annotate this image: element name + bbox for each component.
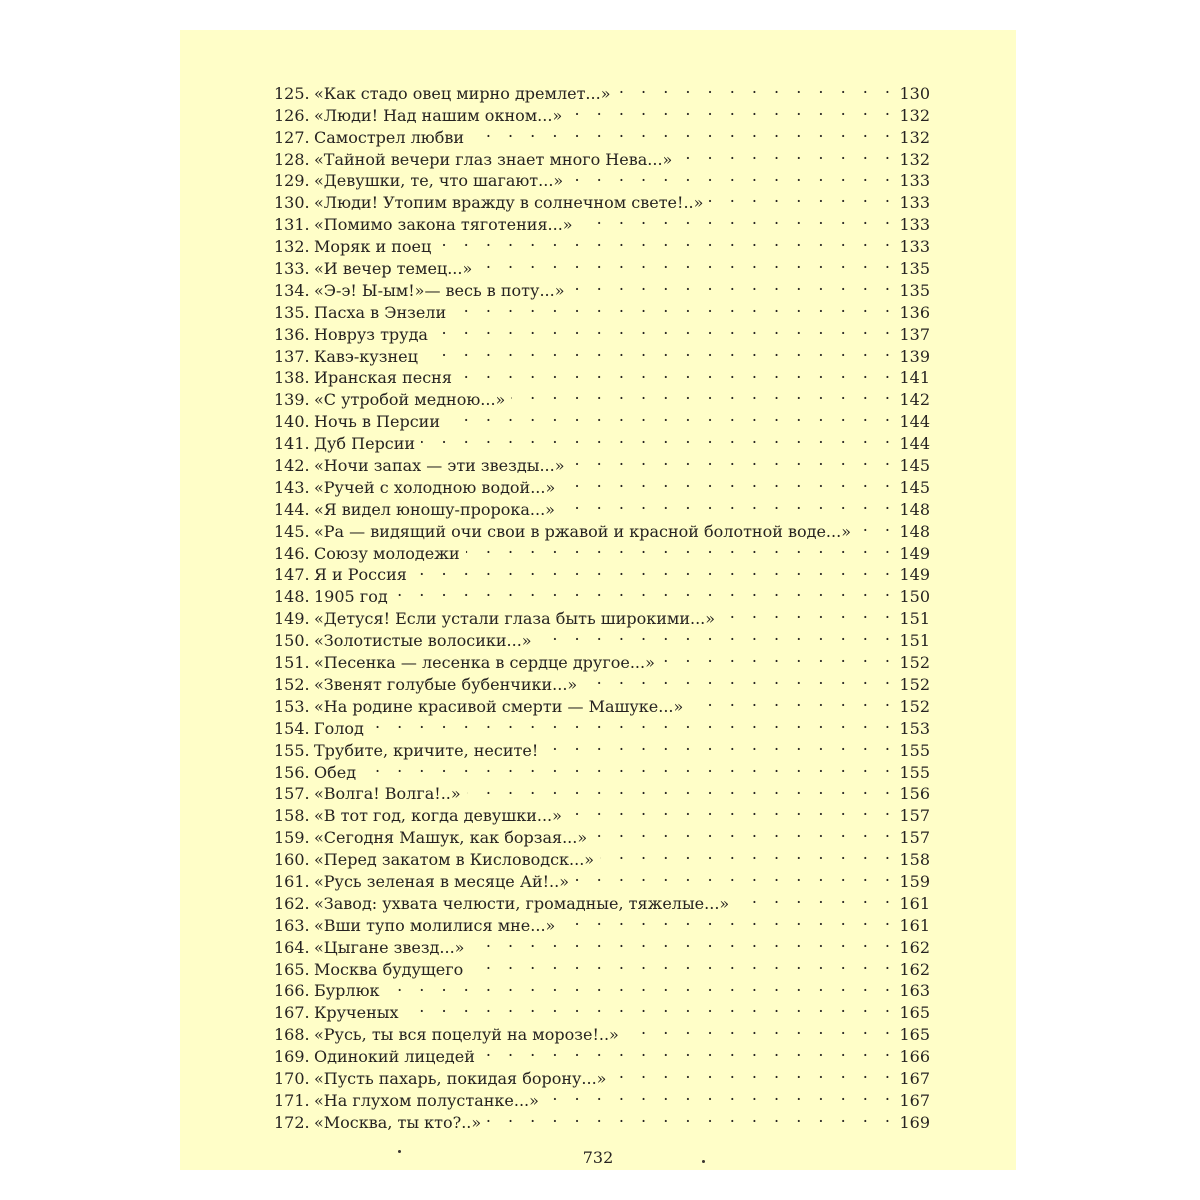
entry-title: «Помимо закона тяготения...»: [314, 215, 573, 235]
dot-leader: [481, 1040, 896, 1062]
entry-page: 133: [899, 215, 930, 235]
dot-leader: [857, 515, 896, 537]
entry-page: 130: [899, 83, 930, 103]
dot-leader: [469, 953, 896, 975]
dot-leader: [678, 143, 896, 165]
entry-number: 140.: [274, 412, 310, 432]
entry-title: «Цыгане звезд...»: [314, 937, 465, 957]
entry-title: «Пусть пахарь, покидая борону...»: [314, 1068, 607, 1088]
entry-page: 152: [899, 696, 930, 716]
dot-leader: [561, 909, 896, 931]
entry-page: 167: [899, 1090, 930, 1110]
dot-leader: [446, 405, 896, 427]
entry-number: 144.: [274, 499, 310, 519]
entry-number: 170.: [274, 1068, 310, 1088]
entry-number: 151.: [274, 653, 310, 673]
entry-title: 1905 год: [314, 587, 388, 607]
entry-title: Обед: [314, 762, 357, 782]
entry-number: 131.: [274, 215, 310, 235]
entry-title: «Девушки, те, что шагают...»: [314, 171, 564, 191]
print-speck: [398, 1150, 401, 1153]
entry-number: 130.: [274, 193, 310, 213]
entry-title: Пасха в Энзели: [314, 302, 447, 322]
dot-leader: [470, 121, 896, 143]
dot-leader: [593, 821, 896, 843]
entry-page: 161: [899, 893, 930, 913]
entry-page: 132: [899, 149, 930, 169]
entry-page: 166: [899, 1047, 930, 1067]
entry-title: «Сегодня Машук, как борзая...»: [314, 828, 588, 848]
entry-page: 150: [899, 587, 930, 607]
entry-title: «Русь, ты вся поцелуй на морозе!..»: [314, 1025, 619, 1045]
table-of-contents: [274, 77, 930, 1132]
dot-leader: [561, 493, 896, 515]
entry-page: 144: [899, 434, 930, 454]
entry-title: Новруз труда: [314, 324, 428, 344]
entry-title: «Люди! Над нашим окном...»: [314, 105, 563, 125]
toc-entry: [274, 712, 930, 738]
dot-leader: [612, 1062, 896, 1084]
entry-page: 149: [899, 565, 930, 585]
entry-page: 145: [899, 477, 930, 497]
entry-title: Москва будущего: [314, 959, 464, 979]
entry-number: 136.: [274, 324, 310, 344]
entry-number: 158.: [274, 806, 310, 826]
entry-page: 158: [899, 850, 930, 870]
entry-title: «И вечер темец...»: [314, 259, 473, 279]
entry-number: 137.: [274, 346, 310, 366]
entry-number: 167.: [274, 1003, 310, 1023]
dot-leader: [735, 887, 896, 909]
entry-number: 159.: [274, 828, 310, 848]
entry-number: 146.: [274, 543, 310, 563]
entry-number: 157.: [274, 784, 310, 804]
entry-title: «Перед закатом в Кисловодск...»: [314, 850, 595, 870]
entry-number: 145.: [274, 521, 310, 541]
entry-number: 139.: [274, 390, 310, 410]
entry-number: 143.: [274, 477, 310, 497]
entry-title: «Золотистые волосики...»: [314, 631, 532, 651]
toc-entry: [274, 756, 930, 782]
entry-title: «На родине красивой смерти — Машуке...»: [314, 696, 684, 716]
entry-page: 149: [899, 543, 930, 563]
entry-title: «Русь зеленая в месяце Ай!..»: [314, 871, 570, 891]
entry-page: 151: [899, 631, 930, 651]
entry-title: «Э-э! Ы-ым!»— весь в поту...»: [314, 280, 565, 300]
entry-page: 152: [899, 653, 930, 673]
entry-number: 129.: [274, 171, 310, 191]
entry-number: 133.: [274, 259, 310, 279]
dot-leader: [600, 843, 896, 865]
entry-page: 169: [899, 1112, 930, 1132]
entry-page: 165: [899, 1003, 930, 1023]
entry-page: 152: [899, 674, 930, 694]
dot-leader: [452, 296, 896, 318]
entry-title: Я и Россия: [314, 565, 407, 585]
dot-leader: [370, 712, 896, 734]
entry-number: 164.: [274, 937, 310, 957]
dot-leader: [467, 778, 896, 800]
entry-page: 162: [899, 959, 930, 979]
dot-leader: [616, 77, 896, 99]
entry-page: 135: [899, 280, 930, 300]
dot-leader: [575, 865, 896, 887]
entry-title: Бурлюк: [314, 981, 380, 1001]
entry-page: 155: [899, 740, 930, 760]
entry-page: 137: [899, 324, 930, 344]
entry-number: 125.: [274, 83, 310, 103]
entry-page: 139: [899, 346, 930, 366]
dot-leader: [394, 580, 896, 602]
entry-page: 144: [899, 412, 930, 432]
entry-page: 157: [899, 828, 930, 848]
entry-title: «Ра — видящий очи свои в ржавой и красной болотной воде...»: [314, 521, 851, 541]
entry-number: 148.: [274, 587, 310, 607]
entry-number: 149.: [274, 609, 310, 629]
entry-number: 161.: [274, 871, 310, 891]
dot-leader: [661, 646, 896, 668]
entry-title: «Люди! Утопим вражду в солнечном свете!..»: [314, 193, 704, 213]
entry-page: 157: [899, 806, 930, 826]
entry-number: 171.: [274, 1090, 310, 1110]
entry-title: Одинокий лицедей: [314, 1047, 475, 1067]
entry-number: 155.: [274, 740, 310, 760]
entry-number: 135.: [274, 302, 310, 322]
print-speck: [702, 1160, 705, 1163]
entry-page: 132: [899, 127, 930, 147]
dot-leader: [511, 383, 896, 405]
dot-leader: [424, 340, 896, 362]
entry-title: Кавэ-кузнец: [314, 346, 418, 366]
entry-number: 165.: [274, 959, 310, 979]
entry-page: 142: [899, 390, 930, 410]
entry-page: 133: [899, 193, 930, 213]
dot-leader: [579, 208, 896, 230]
entry-title: «Ручей с холодною водой...»: [314, 477, 556, 497]
entry-title: Союзу молодежи: [314, 543, 460, 563]
entry-number: 168.: [274, 1025, 310, 1045]
dot-leader: [434, 318, 896, 340]
entry-page: 133: [899, 237, 930, 257]
entry-title: Голод: [314, 718, 364, 738]
entry-page: 155: [899, 762, 930, 782]
dot-leader: [466, 537, 896, 559]
entry-page: 162: [899, 937, 930, 957]
book-page: [180, 30, 1016, 1170]
dot-leader: [545, 1084, 896, 1106]
entry-title: «Песенка — лесенка в сердце другое...»: [314, 653, 655, 673]
entry-page: 133: [899, 171, 930, 191]
dot-leader: [568, 799, 896, 821]
entry-title: «Волга! Волга!..»: [314, 784, 461, 804]
entry-page: 159: [899, 871, 930, 891]
entry-number: 163.: [274, 915, 310, 935]
entry-title: Самострел любви: [314, 127, 465, 147]
entry-page: 145: [899, 456, 930, 476]
dot-leader: [571, 449, 897, 471]
toc-entry: [274, 778, 930, 804]
entry-page: 165: [899, 1025, 930, 1045]
entry-title: «В тот год, когда девушки...»: [314, 806, 562, 826]
entry-number: 150.: [274, 631, 310, 651]
entry-number: 166.: [274, 981, 310, 1001]
entry-title: «Как стадо овец мирно дремлет...»: [314, 83, 611, 103]
entry-page: 136: [899, 302, 930, 322]
dot-leader: [458, 362, 896, 384]
entry-number: 156.: [274, 762, 310, 782]
entry-title: «Москва, ты кто?..»: [314, 1112, 482, 1132]
entry-number: 172.: [274, 1112, 310, 1132]
dot-leader: [386, 975, 896, 997]
entry-number: 141.: [274, 434, 310, 454]
dot-leader: [413, 559, 896, 581]
entry-number: 154.: [274, 718, 310, 738]
entry-page: 161: [899, 915, 930, 935]
dot-leader: [544, 734, 896, 756]
entry-page: 151: [899, 609, 930, 629]
entry-number: 128.: [274, 149, 310, 169]
entry-title: «Детуся! Если устали глаза быть широкими...»: [314, 609, 716, 629]
entry-title: «Вши тупо молилися мне...»: [314, 915, 556, 935]
entry-title: Моряк и поец: [314, 237, 432, 257]
entry-page: 156: [899, 784, 930, 804]
entry-page: 163: [899, 981, 930, 1001]
entry-number: 153.: [274, 696, 310, 716]
dot-leader: [405, 996, 896, 1018]
entry-title: Иранская песня: [314, 368, 452, 388]
entry-number: 169.: [274, 1047, 310, 1067]
entry-title: «С утробой медною...»: [314, 390, 506, 410]
dot-leader: [487, 1106, 896, 1128]
dot-leader: [437, 230, 896, 252]
dot-leader: [568, 99, 896, 121]
entry-title: Крученых: [314, 1003, 399, 1023]
entry-number: 127.: [274, 127, 310, 147]
dot-leader: [569, 165, 896, 187]
entry-number: 138.: [274, 368, 310, 388]
entry-title: Дуб Персии: [314, 434, 416, 454]
dot-leader: [583, 668, 896, 690]
dot-leader: [478, 252, 896, 274]
toc-entry: [274, 77, 930, 103]
dot-leader: [538, 624, 896, 646]
entry-number: 152.: [274, 674, 310, 694]
dot-leader: [689, 690, 896, 712]
entry-title: Трубите, кричите, несите!: [314, 740, 539, 760]
toc-entry: [274, 734, 930, 760]
dot-leader: [625, 1018, 896, 1040]
dot-leader: [721, 602, 896, 624]
entry-page: 141: [899, 368, 930, 388]
entry-number: 160.: [274, 850, 310, 870]
entry-title: «Тайной вечери глаз знает много Нева...»: [314, 149, 673, 169]
dot-leader: [570, 274, 896, 296]
entry-number: 147.: [274, 565, 310, 585]
dot-leader: [561, 471, 896, 493]
entry-number: 134.: [274, 280, 310, 300]
entry-page: 132: [899, 105, 930, 125]
dot-leader: [421, 427, 896, 449]
entry-number: 142.: [274, 456, 310, 476]
entry-number: 126.: [274, 105, 310, 125]
entry-title: «Звенят голубые бубенчики...»: [314, 674, 578, 694]
entry-title: «На глухом полустанке...»: [314, 1090, 539, 1110]
dot-leader: [470, 931, 896, 953]
entry-number: 162.: [274, 893, 310, 913]
dot-leader: [362, 756, 896, 778]
entry-page: 148: [899, 499, 930, 519]
entry-page: 153: [899, 718, 930, 738]
entry-page: 167: [899, 1068, 930, 1088]
entry-title: «Я видел юношу-пророка...»: [314, 499, 555, 519]
entry-title: «Завод: ухвата челюсти, громадные, тяжелые...»: [314, 893, 730, 913]
entry-title: Ночь в Персии: [314, 412, 441, 432]
page-number: 732: [582, 1148, 614, 1167]
dot-leader: [709, 186, 896, 208]
entry-page: 148: [899, 521, 930, 541]
entry-title: «Ночи запах — эти звезды...»: [314, 456, 565, 476]
entry-page: 135: [899, 259, 930, 279]
entry-number: 132.: [274, 237, 310, 257]
